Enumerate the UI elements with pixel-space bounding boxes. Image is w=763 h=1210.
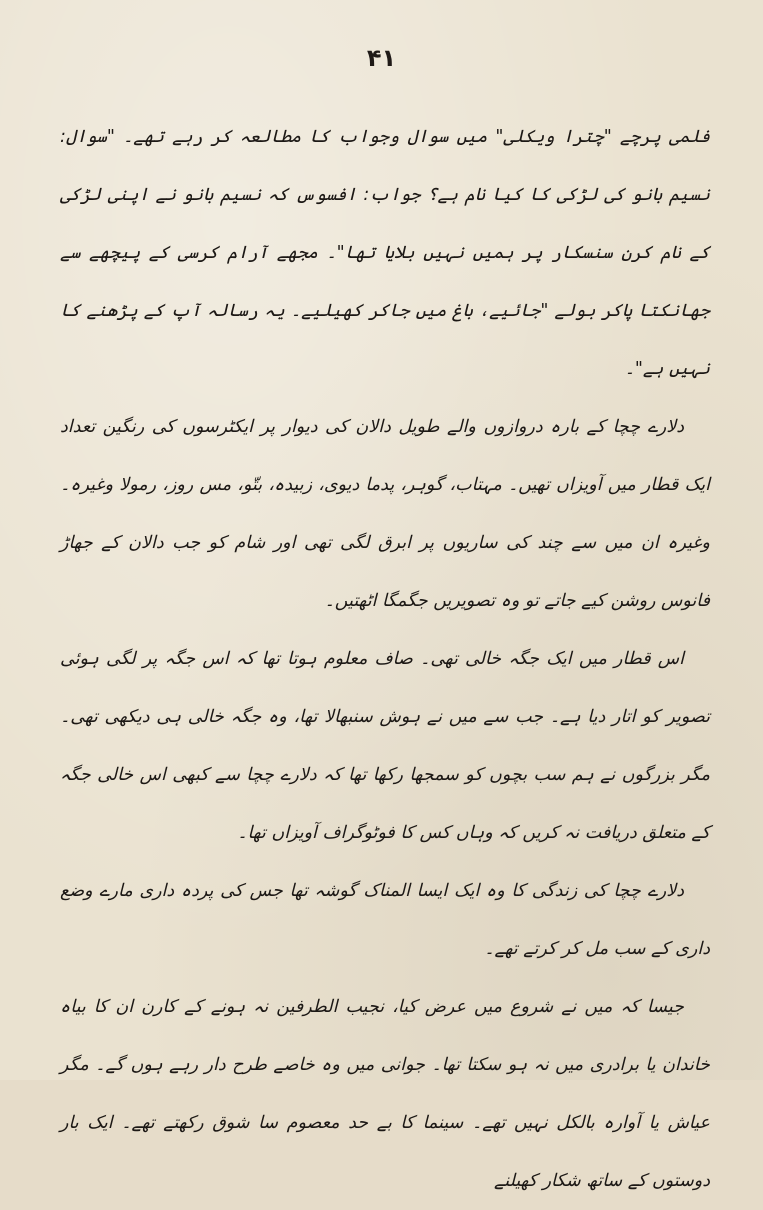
paragraph-1: فلمی پرچے "چترا ویکلی" میں سوال وجواب کا مطالعہ کر رہے تھے۔ "سوال: نسیم بانو کی لڑکی کا کیا نام ہے؟ جواب: افسوس کہ نسیم بانو نے اپنی لڑکی کے نام کرن سنسکار پر ہمیں نہیں بلایا تھا"۔ مجھے آرام کرسی کے پیچھے سے جھانکتا پاکر بولے "جائیے، باغ میں جاکر کھیلیے۔ یہ رسالہ آپ کے پڑھنے کا نہیں ہے"۔ xyxy=(60,127,710,379)
paragraph-3: اس قطار میں ایک جگہ خالی تھی۔ صاف معلوم ہوتا تھا کہ اس جگہ پر لگی ہوئی تصویر کو اتار دیا ہے۔ جب سے میں نے ہوش سنبھالا تھا، وہ جگہ خالی ہی دیکھی تھی۔ مگر بزرگوں نے ہم سب بچوں کو سمجھا رکھا تھا کہ دلارے چچا سے کبھی اس خالی جگہ کے متعلق دریافت نہ کریں کہ وہاں کس کا فوٹوگراف آویزاں تھا۔ xyxy=(60,649,710,843)
page-number: ۴۱ xyxy=(366,44,397,72)
paragraph-2: دلارے چچا کے بارہ دروازوں والے طویل دالان کی دیوار پر ایکٹرسوں کی رنگین تعداد ایک قطار میں آویزاں تھیں۔ مہتاب، گوہر، پدما دیوی، زبیدہ، بتّو، مس روز، رمولا وغیرہ۔ وغیرہ ان میں سے چند کی ساریوں پر ابرق لگی تھی اور شام کو جب دالان کے جھاڑ فانوس روشن کیے جاتے تو وہ تصویریں جگمگا اٹھتیں۔ xyxy=(60,417,710,611)
body-text xyxy=(60,108,710,1210)
paragraph-5: جیسا کہ میں نے شروع میں عرض کیا، نجیب الطرفین نہ ہونے کے کارن ان کا بیاہ خاندان یا برادری میں نہ ہو سکتا تھا۔ جوانی میں وہ خاصے طرح دار رہے ہوں گے۔ مگر عیاش یا آوارہ بالکل نہیں تھے۔ سینما کا بے حد معصوم سا شوق رکھتے تھے۔ ایک بار دوستوں کے ساتھ شکار کھیلنے xyxy=(60,997,710,1191)
paragraph-4: دلارے چچا کی زندگی کا وہ ایک ایسا المناک گوشہ تھا جس کی پردہ داری مارے وضع داری کے سب مل کر کرتے تھے۔ xyxy=(60,881,710,959)
